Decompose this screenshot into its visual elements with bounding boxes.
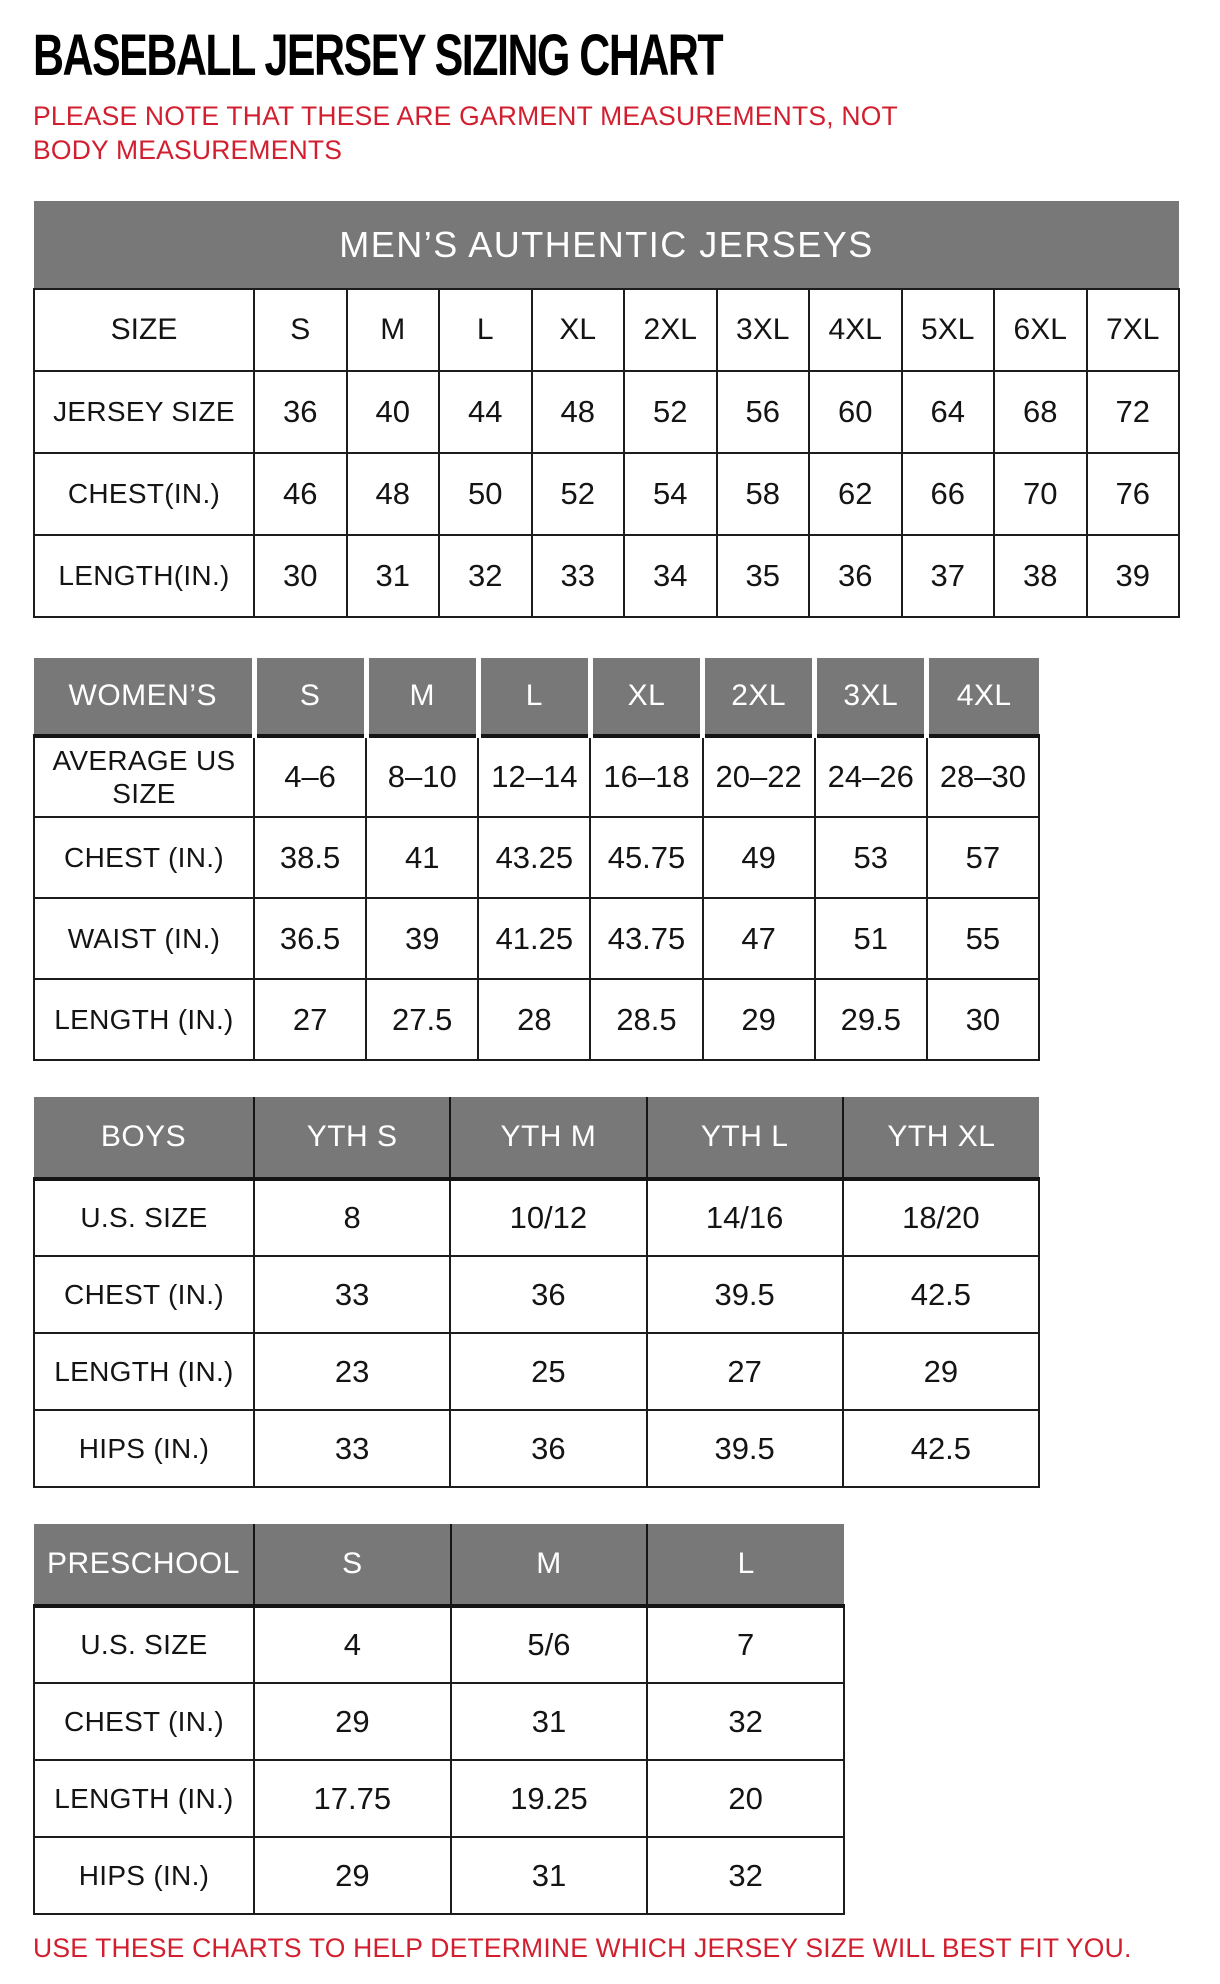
boys-table-row (34, 1333, 1039, 1410)
boys-header-cell: BOYS (34, 1097, 254, 1179)
boys-sizing-table (33, 1097, 1202, 1488)
mens-size-header-cell: 3XL (717, 289, 810, 371)
preschool-value-cell: 4 (254, 1606, 451, 1683)
womens-row-label: CHEST (IN.) (34, 817, 254, 898)
womens-header-cell: S (254, 658, 366, 736)
womens-header-cell: 3XL (815, 658, 927, 736)
boys-value-cell: 36 (450, 1256, 646, 1333)
boys-table-row (34, 1410, 1039, 1487)
womens-value-cell: 28.5 (590, 979, 702, 1060)
boys-size-chart (33, 1097, 1040, 1488)
preschool-value-cell: 31 (451, 1683, 648, 1760)
womens-value-cell: 41.25 (478, 898, 590, 979)
mens-table-row (34, 453, 1179, 535)
womens-row-label: LENGTH (IN.) (34, 979, 254, 1060)
boys-value-cell: 42.5 (843, 1410, 1039, 1487)
boys-value-cell: 18/20 (843, 1179, 1039, 1256)
mens-value-cell: 40 (347, 371, 440, 453)
womens-value-cell: 38.5 (254, 817, 366, 898)
womens-value-cell: 39 (366, 898, 478, 979)
womens-value-cell: 49 (703, 817, 815, 898)
mens-value-cell: 35 (717, 535, 810, 617)
boys-header-cell: YTH S (254, 1097, 450, 1179)
womens-header-cell: L (478, 658, 590, 736)
womens-value-cell: 43.25 (478, 817, 590, 898)
womens-value-cell: 36.5 (254, 898, 366, 979)
preschool-value-cell: 29 (254, 1837, 451, 1914)
preschool-row-label: LENGTH (IN.) (34, 1760, 254, 1837)
womens-value-cell: 55 (927, 898, 1039, 979)
mens-value-cell: 54 (624, 453, 717, 535)
mens-value-cell: 52 (624, 371, 717, 453)
mens-value-cell: 37 (902, 535, 995, 617)
womens-value-cell: 16–18 (590, 736, 702, 817)
womens-header-cell: 4XL (927, 658, 1039, 736)
preschool-row-label: CHEST (IN.) (34, 1683, 254, 1760)
mens-value-cell: 62 (809, 453, 902, 535)
womens-row-label: WAIST (IN.) (34, 898, 254, 979)
mens-value-cell: 56 (717, 371, 810, 453)
womens-value-cell: 4–6 (254, 736, 366, 817)
boys-header-cell: YTH XL (843, 1097, 1039, 1179)
mens-row-label: JERSEY SIZE (34, 371, 254, 453)
mens-value-cell: 48 (347, 453, 440, 535)
mens-value-cell: 76 (1087, 453, 1180, 535)
boys-table-row (34, 1256, 1039, 1333)
mens-value-cell: 60 (809, 371, 902, 453)
garment-measurement-note: PLEASE NOTE THAT THESE ARE GARMENT MEASUREMENTS, NOT BODY MEASUREMENTS (33, 101, 898, 165)
boys-row-label: HIPS (IN.) (34, 1410, 254, 1487)
womens-header-cell: 2XL (703, 658, 815, 736)
mens-size-header-cell: 7XL (1087, 289, 1180, 371)
mens-value-cell: 36 (254, 371, 347, 453)
mens-row-label: LENGTH(IN.) (34, 535, 254, 617)
mens-size-header-cell: 4XL (809, 289, 902, 371)
womens-value-cell: 20–22 (703, 736, 815, 817)
womens-table-row (34, 979, 1039, 1060)
mens-value-cell: 66 (902, 453, 995, 535)
boys-value-cell: 39.5 (647, 1256, 843, 1333)
mens-size-chart (33, 201, 1180, 618)
boys-table-row (34, 1179, 1039, 1256)
preschool-row-label: HIPS (IN.) (34, 1837, 254, 1914)
mens-value-cell: 50 (439, 453, 532, 535)
preschool-value-cell: 17.75 (254, 1760, 451, 1837)
preschool-value-cell: 32 (647, 1683, 844, 1760)
mens-size-header-cell: M (347, 289, 440, 371)
boys-value-cell: 14/16 (647, 1179, 843, 1256)
boys-row-label: U.S. SIZE (34, 1179, 254, 1256)
womens-value-cell: 28–30 (927, 736, 1039, 817)
womens-value-cell: 27 (254, 979, 366, 1060)
preschool-table-row (34, 1606, 844, 1683)
womens-value-cell: 45.75 (590, 817, 702, 898)
preschool-header-cell: M (451, 1524, 648, 1606)
boys-value-cell: 23 (254, 1333, 450, 1410)
boys-value-cell: 29 (843, 1333, 1039, 1410)
preschool-table-row (34, 1683, 844, 1760)
preschool-value-cell: 19.25 (451, 1760, 648, 1837)
boys-value-cell: 36 (450, 1410, 646, 1487)
preschool-value-cell: 31 (451, 1837, 648, 1914)
mens-size-header-cell: S (254, 289, 347, 371)
preschool-header-cell: L (647, 1524, 844, 1606)
mens-value-cell: 38 (994, 535, 1087, 617)
preschool-table-row (34, 1837, 844, 1914)
mens-value-cell: 31 (347, 535, 440, 617)
preschool-sizing-table (33, 1524, 1202, 1915)
womens-value-cell: 29.5 (815, 979, 927, 1060)
mens-value-cell: 33 (532, 535, 625, 617)
mens-value-cell: 52 (532, 453, 625, 535)
mens-value-cell: 32 (439, 535, 532, 617)
boys-value-cell: 33 (254, 1410, 450, 1487)
boys-value-cell: 25 (450, 1333, 646, 1410)
womens-value-cell: 28 (478, 979, 590, 1060)
preschool-value-cell: 7 (647, 1606, 844, 1683)
preschool-table-row (34, 1760, 844, 1837)
womens-header-cell: M (366, 658, 478, 736)
preschool-value-cell: 32 (647, 1837, 844, 1914)
page-title (33, 23, 1202, 88)
mens-value-cell: 72 (1087, 371, 1180, 453)
mens-sizing-table (33, 201, 1202, 618)
womens-value-cell: 29 (703, 979, 815, 1060)
boys-row-label: CHEST (IN.) (34, 1256, 254, 1333)
preschool-size-chart (33, 1524, 845, 1915)
mens-value-cell: 36 (809, 535, 902, 617)
womens-table-row (34, 898, 1039, 979)
womens-value-cell: 27.5 (366, 979, 478, 1060)
boys-row-label: LENGTH (IN.) (34, 1333, 254, 1410)
womens-value-cell: 24–26 (815, 736, 927, 817)
mens-value-cell: 30 (254, 535, 347, 617)
boys-header-cell: YTH M (450, 1097, 646, 1179)
mens-value-cell: 70 (994, 453, 1087, 535)
preschool-value-cell: 29 (254, 1683, 451, 1760)
boys-header-cell: YTH L (647, 1097, 843, 1179)
mens-value-cell: 48 (532, 371, 625, 453)
womens-value-cell: 53 (815, 817, 927, 898)
womens-value-cell: 51 (815, 898, 927, 979)
womens-row-label: AVERAGE US SIZE (34, 736, 254, 817)
mens-size-header-cell: 2XL (624, 289, 717, 371)
mens-size-header-cell: SIZE (34, 289, 254, 371)
boys-value-cell: 27 (647, 1333, 843, 1410)
mens-row-label: CHEST(IN.) (34, 453, 254, 535)
womens-value-cell: 30 (927, 979, 1039, 1060)
womens-value-cell: 47 (703, 898, 815, 979)
womens-sizing-table (33, 658, 1202, 1061)
womens-table-row (34, 736, 1039, 817)
mens-banner: MEN’S AUTHENTIC JERSEYS (34, 201, 1179, 289)
footer-note: USE THESE CHARTS TO HELP DETERMINE WHICH JERSEY SIZE WILL BEST FIT YOU. (33, 1933, 1132, 1964)
womens-value-cell: 41 (366, 817, 478, 898)
mens-value-cell: 39 (1087, 535, 1180, 617)
womens-header-cell: XL (590, 658, 702, 736)
mens-table-row (34, 371, 1179, 453)
womens-table-row (34, 817, 1039, 898)
preschool-header-cell: S (254, 1524, 451, 1606)
mens-size-header-cell: XL (532, 289, 625, 371)
womens-value-cell: 43.75 (590, 898, 702, 979)
preschool-value-cell: 5/6 (451, 1606, 648, 1683)
mens-table-row (34, 535, 1179, 617)
boys-value-cell: 39.5 (647, 1410, 843, 1487)
mens-value-cell: 58 (717, 453, 810, 535)
preschool-row-label: U.S. SIZE (34, 1606, 254, 1683)
mens-size-header-cell: 6XL (994, 289, 1087, 371)
mens-value-cell: 64 (902, 371, 995, 453)
boys-value-cell: 8 (254, 1179, 450, 1256)
mens-value-cell: 68 (994, 371, 1087, 453)
boys-value-cell: 10/12 (450, 1179, 646, 1256)
boys-value-cell: 42.5 (843, 1256, 1039, 1333)
preschool-value-cell: 20 (647, 1760, 844, 1837)
womens-value-cell: 12–14 (478, 736, 590, 817)
page-title-text: BASEBALL JERSEY SIZING CHART (33, 23, 723, 88)
mens-size-header-cell: L (439, 289, 532, 371)
womens-header-cell: WOMEN’S (34, 658, 254, 736)
womens-size-chart (33, 658, 1040, 1061)
mens-value-cell: 34 (624, 535, 717, 617)
mens-value-cell: 44 (439, 371, 532, 453)
womens-value-cell: 57 (927, 817, 1039, 898)
womens-value-cell: 8–10 (366, 736, 478, 817)
mens-value-cell: 46 (254, 453, 347, 535)
mens-size-header-cell: 5XL (902, 289, 995, 371)
boys-value-cell: 33 (254, 1256, 450, 1333)
preschool-header-cell: PRESCHOOL (34, 1524, 254, 1606)
